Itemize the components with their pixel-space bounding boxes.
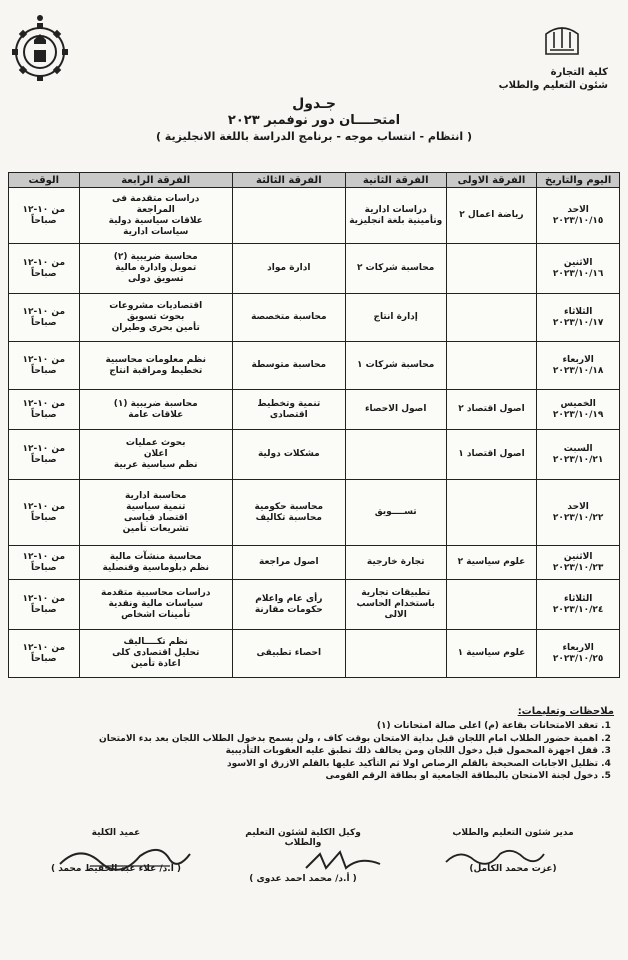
day-date-cell (537, 188, 620, 244)
subject-name: تجارة خارجية (366, 557, 425, 567)
subject-name: اقتصاد قياسى (123, 512, 188, 523)
subject-name: اصول مراجعة (258, 557, 319, 567)
subject-cell-g4 (79, 546, 232, 580)
time-cell (9, 430, 80, 480)
table-row (9, 430, 620, 480)
day-name: الاحد (567, 204, 589, 215)
time-text: من ١٠-١٢ (22, 443, 66, 454)
subject-cell-g2 (345, 342, 446, 390)
subject-cell-g4 (79, 294, 232, 342)
subject-name: احصاء تطبيقى (256, 648, 322, 658)
day-name: الاثنين (563, 551, 593, 562)
subject-name: علاقات عامة (128, 409, 184, 420)
time-text: من ١٠-١٢ (22, 398, 66, 409)
subject-name: تمويل وادارة مالية (115, 263, 197, 273)
time-cell (9, 294, 80, 342)
subject-name: بحوث تسويق (127, 312, 185, 322)
time-text: من ١٠-١٢ (22, 257, 66, 268)
notes-section (8, 706, 614, 783)
day-name: الاحد (567, 501, 589, 512)
subject-name: محاسبة ضريبية (١) (113, 398, 198, 409)
signature-role: عميد الكلية (91, 828, 141, 838)
subject-name: علوم سياسية ١ (457, 648, 526, 658)
day-date-cell (537, 294, 620, 342)
time-text: من ١٠-١٢ (22, 204, 66, 215)
title-block (90, 96, 538, 144)
table-row (9, 294, 620, 342)
day-date-cell (537, 342, 620, 390)
subject-cell-g4 (79, 244, 232, 294)
subject-name: إدارة انتاج (373, 312, 418, 322)
day-date-cell (537, 390, 620, 430)
time-text: صباحاً (30, 409, 57, 420)
table-row (9, 580, 620, 630)
table-row (9, 342, 620, 390)
subject-cell-g2 (345, 244, 446, 294)
subject-name: محاسبة شركات ١ (357, 360, 435, 370)
header-year-1: الفرقة الاولى (446, 173, 537, 188)
college-header (499, 66, 608, 92)
table-row (9, 630, 620, 678)
time-cell (9, 244, 80, 294)
table-body (9, 188, 620, 678)
subject-name: نظم تكــــاليف (123, 637, 188, 647)
exam-date: ٢٠٢٣/١٠/٢١ (552, 454, 604, 465)
subject-cell-g4 (79, 430, 232, 480)
subject-name: محاسبة تكاليف (255, 512, 322, 523)
subject-cell-g1 (446, 480, 537, 546)
subject-name: تأمين بحرى وطيران (111, 323, 200, 333)
subject-name: دراسات متقدمة فى (112, 193, 200, 204)
subject-name: محاسبة ضريبية (٢) (113, 252, 198, 262)
subject-cell-g1 (446, 430, 537, 480)
subject-cell-g2 (345, 294, 446, 342)
time-cell (9, 188, 80, 244)
subject-name: دراسات محاسبية متقدمة (100, 588, 211, 598)
exam-schedule-table (8, 172, 620, 678)
subject-name: محاسبة متخصصة (251, 312, 327, 322)
subject-name: محاسبة حكومية (254, 501, 324, 512)
subject-cell-g1 (446, 188, 537, 244)
time-text: صباحاً (30, 604, 57, 615)
subject-name: اقتصاديات مشروعات (109, 301, 203, 311)
day-name: الثلاثاء (563, 593, 593, 604)
day-name: الاثنين (563, 257, 593, 268)
subject-cell-g4 (79, 342, 232, 390)
exam-date: ٢٠٢٣/١٠/٢٥ (552, 653, 604, 664)
subject-cell-g2 (345, 188, 446, 244)
signature-role: وكيل الكلية لشئون التعليم والطلاب (245, 828, 361, 848)
subject-name: اقتصادى (269, 409, 308, 420)
signature-role: مدير شئون التعليم والطلاب (452, 828, 574, 838)
signature-name: ( أ.د/ محمد احمد عدوى ) (249, 874, 357, 884)
subject-cell-g2 (345, 630, 446, 678)
subject-cell-g1 (446, 546, 537, 580)
subject-cell-g3 (232, 244, 345, 294)
subject-name: اصول الاحصاء (364, 404, 427, 414)
subject-cell-g3 (232, 630, 345, 678)
university-gear-logo-icon (8, 14, 72, 88)
subject-name: الالى (384, 610, 407, 620)
doc-subtitle: امتحــــان دور نوفمبر ٢٠٢٣ (227, 113, 401, 128)
table-row (9, 390, 620, 430)
subject-name: باستخدام الحاسب (356, 599, 435, 609)
doc-title: جـدول (292, 96, 336, 112)
subject-name: وتأمينية بلغة انجليزية (349, 215, 443, 226)
exam-date: ٢٠٢٣/١٠/١٦ (552, 268, 604, 279)
exam-date: ٢٠٢٣/١٠/١٨ (552, 365, 604, 376)
subject-name: اعادة تأمين (130, 659, 181, 669)
subject-name: اصول اقتصاد ٢ (458, 404, 525, 414)
time-text: من ١٠-١٢ (22, 354, 66, 365)
day-date-cell (537, 430, 620, 480)
subject-name: سياسات ادارية (123, 226, 189, 237)
note-item: 1. تعقد الامتحانات بقاعة (م) اعلى صالة امتحانات (١) (8, 720, 598, 733)
day-date-cell (537, 244, 620, 294)
college-name: كلية التجارة (550, 67, 608, 78)
director-handwritten-signature (440, 844, 550, 870)
subject-name: حكومات مقارنة (254, 604, 323, 615)
table-row (9, 244, 620, 294)
time-text: صباحاً (30, 317, 57, 328)
time-text: صباحاً (30, 268, 57, 279)
subject-name: محاسبة شركات ٢ (357, 263, 435, 273)
subject-cell-g4 (79, 630, 232, 678)
time-cell (9, 630, 80, 678)
time-cell (9, 390, 80, 430)
subject-name: رياضة اعمال ٢ (459, 210, 524, 220)
header-year-4: الفرقة الرابعة (79, 173, 232, 188)
subject-cell-g1 (446, 580, 537, 630)
day-date-cell (537, 580, 620, 630)
program-line: ( انتظام - انتساب موجه - برنامج الدراسة باللغة الانجليزية ) (155, 130, 473, 143)
time-text: من ١٠-١٢ (22, 593, 66, 604)
exam-date: ٢٠٢٣/١٠/٢٣ (552, 562, 604, 573)
signature-name: (عزت محمد الكامل) (469, 864, 557, 874)
subject-cell-g2 (345, 480, 446, 546)
subject-name: تســــويق (374, 507, 417, 517)
note-item: 2. اهمية حضور الطلاب امام اللجان قبل بداية الامتحان بوقت كاف ، ولن يسمح بدخول الطلاب اللجان بعد بدء الامتحان (8, 733, 598, 746)
header-year-2: الفرقة الثانية (345, 173, 446, 188)
signature-name: ( أ.د/ علاء عبد الحفيظ محمد ) (50, 864, 182, 874)
subject-name: محاسبة متوسطة (251, 360, 327, 370)
subject-cell-g1 (446, 390, 537, 430)
subject-name: تأمينات اشخاص (121, 610, 191, 620)
subject-cell-g3 (232, 342, 345, 390)
subject-cell-g4 (79, 480, 232, 546)
vice-dean-handwritten-signature (300, 846, 390, 874)
notes-title: ملاحظات وتعليمات: (517, 706, 614, 717)
subject-cell-g3 (232, 430, 345, 480)
subject-cell-g3 (232, 390, 345, 430)
day-name: الاربعاء (562, 642, 594, 653)
table-header-row (9, 173, 620, 188)
subject-name: نظم دبلوماسية وقنصلية (102, 562, 210, 573)
subject-name: علاقات سياسية دولية (108, 215, 203, 226)
time-text: صباحاً (30, 454, 57, 465)
subject-name: نظم معلومات محاسبية (105, 354, 206, 365)
time-cell (9, 546, 80, 580)
time-cell (9, 580, 80, 630)
day-name: الثلاثاء (563, 306, 593, 317)
subject-name: تشريعات تأمين (122, 523, 189, 534)
subject-name: علوم سياسية ٢ (457, 557, 526, 567)
day-date-cell (537, 480, 620, 546)
subject-name: سياسات مالية ونقدية (108, 599, 203, 609)
time-text: صباحاً (30, 512, 57, 523)
subject-name: نظم سياسية عربية (113, 460, 198, 470)
subject-cell-g3 (232, 294, 345, 342)
subject-cell-g2 (345, 546, 446, 580)
time-text: من ١٠-١٢ (22, 501, 66, 512)
time-text: صباحاً (30, 365, 57, 376)
subject-cell-g3 (232, 546, 345, 580)
subject-name: تحليل اقتصادى كلى (112, 648, 200, 658)
college-logo-icon (540, 20, 584, 60)
subject-cell-g4 (79, 390, 232, 430)
exam-date: ٢٠٢٣/١٠/٢٢ (552, 512, 604, 523)
subject-cell-g1 (446, 342, 537, 390)
subject-name: تخطيط ومراقبة انتاج (109, 365, 203, 376)
header-time: الوقت (9, 173, 80, 188)
subject-cell-g4 (79, 188, 232, 244)
header-year-3: الفرقة الثالثة (232, 173, 345, 188)
subject-name: اصول اقتصاد ١ (458, 449, 525, 459)
subject-name: دراسات ادارية (364, 204, 427, 215)
note-item: 4. تظليل الاجابات الصحيحة بالقلم الرصاص اولا ثم التأكيد عليها بالقلم الازرق او الاسود (8, 758, 598, 771)
subject-cell-g1 (446, 294, 537, 342)
time-text: من ١٠-١٢ (22, 306, 66, 317)
table-row (9, 188, 620, 244)
note-item: 5. دخول لجنة الامتحان بالبطاقة الجامعية او بطاقة الرقم القومى (8, 770, 598, 783)
subject-name: محاسبة منشآت مالية (109, 551, 202, 562)
subject-name: تنمية وتخطيط (257, 398, 321, 409)
note-item: 3. قفل اجهزة المحمول قبل دخول اللجان ومن يخالف ذلك تطبق عليه العقوبات التأديبية (8, 745, 598, 758)
subject-name: ادارة مواد (267, 263, 311, 273)
subject-name: تسويق دولى (127, 274, 184, 284)
subject-name: مشكلات دولية (257, 449, 320, 459)
subject-cell-g3 (232, 580, 345, 630)
table-row (9, 480, 620, 546)
exam-date: ٢٠٢٣/١٠/٢٤ (552, 604, 604, 615)
time-text: صباحاً (30, 562, 57, 573)
subject-name: المراجعة (136, 204, 175, 215)
time-text: من ١٠-١٢ (22, 642, 66, 653)
subject-cell-g2 (345, 390, 446, 430)
exam-date: ٢٠٢٣/١٠/١٧ (552, 317, 604, 328)
department-name: شئون التعليم والطلاب (498, 80, 608, 91)
day-date-cell (537, 630, 620, 678)
time-text: من ١٠-١٢ (22, 551, 66, 562)
day-name: الخميس (560, 398, 596, 409)
time-cell (9, 480, 80, 546)
subject-cell-g1 (446, 244, 537, 294)
day-name: السبت (563, 443, 593, 454)
time-text: صباحاً (30, 653, 57, 664)
time-cell (9, 342, 80, 390)
day-name: الاربعاء (562, 354, 594, 365)
exam-date: ٢٠٢٣/١٠/١٩ (552, 409, 604, 420)
subject-name: محاسبة ادارية (125, 490, 187, 501)
subject-cell-g4 (79, 580, 232, 630)
time-text: صباحاً (30, 215, 57, 226)
day-date-cell (537, 546, 620, 580)
subject-cell-g3 (232, 188, 345, 244)
header-day-date: اليوم والتاريخ (537, 173, 620, 188)
exam-date: ٢٠٢٣/١٠/١٥ (552, 215, 604, 226)
subject-cell-g3 (232, 480, 345, 546)
subject-name: تنمية سياسية (126, 501, 186, 512)
subject-name: اعلان (143, 449, 168, 459)
dean-handwritten-signature (50, 836, 200, 876)
subject-name: رأى عام واعلام (255, 593, 323, 604)
subject-name: بحوث عمليات (125, 438, 186, 448)
notes-list (8, 720, 614, 783)
subject-cell-g2 (345, 580, 446, 630)
subject-name: تطبيقات تجارية (361, 588, 431, 598)
subject-cell-g2 (345, 430, 446, 480)
table-row (9, 546, 620, 580)
subject-cell-g1 (446, 630, 537, 678)
